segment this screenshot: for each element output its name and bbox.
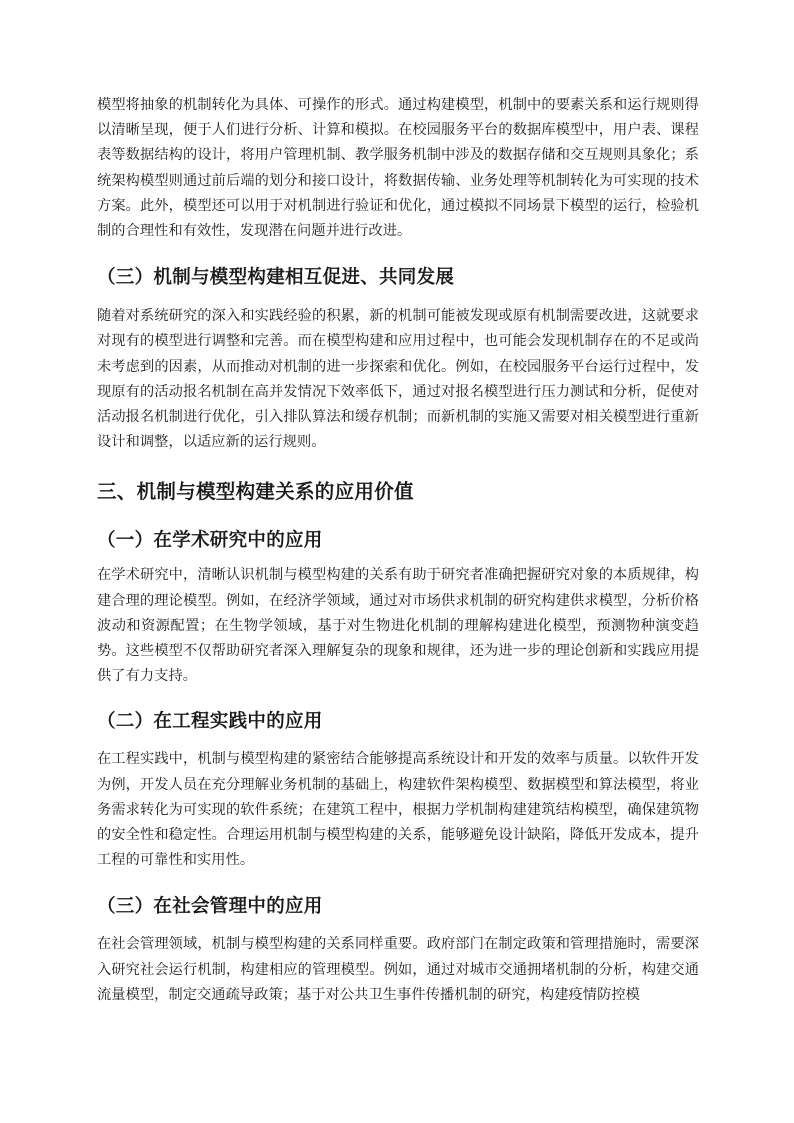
heading-academic-research: （一）在学术研究中的应用 (97, 530, 323, 552)
heading-mutual-promotion: （三）机制与模型构建相互促进、共同发展 (97, 267, 455, 289)
heading-social-management: （三）在社会管理中的应用 (97, 896, 323, 918)
paragraph-engineering-practice: 在工程实践中，机制与模型构建的紧密结合能够提高系统设计和开发的效率与质量。以软件开发为例，开发人员在充分理解业务机制的基础上，构建软件架构模型、数据模型和算法模型，将业务需求转化为可实现的软件系统；在建筑工程中，根据力学机制构建建筑结构模型，确保建筑物的安全性和稳定性。合理运用机制与模型构建的关系，能够避免设计缺陷，降低开发成本，提升工程的可靠性和实用性。 (97, 751, 699, 869)
document-page (97, 93, 699, 1008)
paragraph-mutual-promotion: 随着对系统研究的深入和实践经验的积累，新的机制可能被发现或原有机制需要改进，这就要求对现有的模型进行调整和完善。而在模型构建和应用过程中，也可能会发现机制存在的不足或尚未考虑到的因素，从而推动对机制的进一步探索和优化。例如，在校园服务平台运行过程中，发现原有的活动报名机制在高并发情况下效率低下，通过对报名模型进行压力测试和分析，促使对活动报名机制进行优化，引入排队算法和缓存机制；而新机制的实施又需要对相关模型进行重新设计和调整，以适应新的运行规则。 (97, 308, 699, 451)
heading-section-application-value: 三、机制与模型构建关系的应用价值 (97, 480, 414, 504)
paragraph-model-concretization: 模型将抽象的机制转化为具体、可操作的形式。通过构建模型，机制中的要素关系和运行规则得以清晰呈现，便于人们进行分析、计算和模拟。在校园服务平台的数据库模型中，用户表、课程表等数据结构的设计，将用户管理机制、教学服务机制中涉及的数据存储和交互规则具象化；系统架构模型则通过前后端的划分和接口设计，将数据传输、业务处理等机制转化为可实现的技术方案。此外，模型还可以用于对机制进行验证和优化，通过模拟不同场景下模型的运行，检验机制的合理性和有效性，发现潜在问题并进行改进。 (97, 97, 699, 240)
paragraph-academic-research: 在学术研究中，清晰认识机制与模型构建的关系有助于研究者准确把握研究对象的本质规律，构建合理的理论模型。例如，在经济学领域，通过对市场供求机制的研究构建供求模型，分析价格波动和资源配置；在生物学领域，基于对生物进化机制的理解构建进化模型，预测物种演变趋势。这些模型不仅帮助研究者深入理解复杂的现象和规律，还为进一步的理论创新和实践应用提供了有力支持。 (97, 567, 699, 685)
heading-engineering-practice: （二）在工程实践中的应用 (97, 711, 323, 733)
paragraph-social-management: 在社会管理领域，机制与模型构建的关系同样重要。政府部门在制定政策和管理措施时，需要深入研究社会运行机制，构建相应的管理模型。例如，通过对城市交通拥堵机制的分析，构建交通流量模型，制定交通疏导政策；基于对公共卫生事件传播机制的研究，构建疫情防控模 (97, 936, 699, 1003)
